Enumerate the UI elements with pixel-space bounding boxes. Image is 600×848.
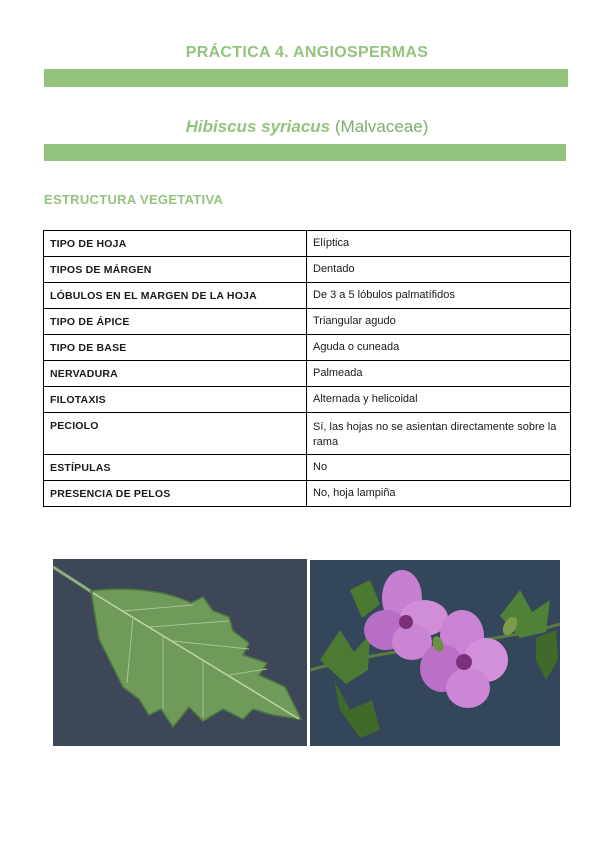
table-row: [44, 309, 571, 335]
trait-label: NERVADURA: [44, 361, 307, 387]
trait-label: TIPO DE BASE: [44, 335, 307, 361]
page-title: PRÁCTICA 4. ANGIOSPERMAS: [185, 44, 429, 61]
trait-value: No: [307, 455, 571, 481]
table-row: [44, 257, 571, 283]
trait-label: LÓBULOS EN EL MARGEN DE LA HOJA: [44, 283, 307, 309]
species-divider-bar: [44, 144, 566, 161]
species-family: (Malvaceae): [334, 117, 429, 136]
species-heading: [0, 117, 600, 137]
table-row: [44, 455, 571, 481]
table-row: [44, 387, 571, 413]
trait-value: Elíptica: [307, 231, 571, 257]
trait-value: De 3 a 5 lóbulos palmatífidos: [307, 283, 571, 309]
trait-value: Sí, las hojas no se asientan directamente sobre la rama: [307, 413, 571, 455]
table-row: [44, 361, 571, 387]
trait-value: Triangular agudo: [307, 309, 571, 335]
table-row: [44, 231, 571, 257]
leaf-photo: [53, 559, 307, 746]
trait-label: ESTÍPULAS: [44, 455, 307, 481]
section-title: ESTRUCTURA VEGETATIVA: [44, 192, 224, 207]
table-row: [44, 413, 571, 455]
trait-value: Palmeada: [307, 361, 571, 387]
trait-value: Alternada y helicoidal: [307, 387, 571, 413]
table-row: [44, 283, 571, 309]
species-scientific-name: Hibiscus syriacus: [185, 117, 331, 136]
trait-label: TIPO DE ÁPICE: [44, 309, 307, 335]
trait-value: Dentado: [307, 257, 571, 283]
trait-label: TIPO DE HOJA: [44, 231, 307, 257]
trait-value: Aguda o cuneada: [307, 335, 571, 361]
trait-value: No, hoja lampiña: [307, 481, 571, 507]
flower-photo: [310, 560, 560, 746]
table-row: [44, 335, 571, 361]
table-row: [44, 481, 571, 507]
trait-label: FILOTAXIS: [44, 387, 307, 413]
traits-table: [43, 230, 571, 507]
trait-label: PRESENCIA DE PELOS: [44, 481, 307, 507]
trait-label: PECIOLO: [44, 413, 307, 455]
trait-label: TIPOS DE MÁRGEN: [44, 257, 307, 283]
title-divider-bar: [44, 69, 568, 87]
